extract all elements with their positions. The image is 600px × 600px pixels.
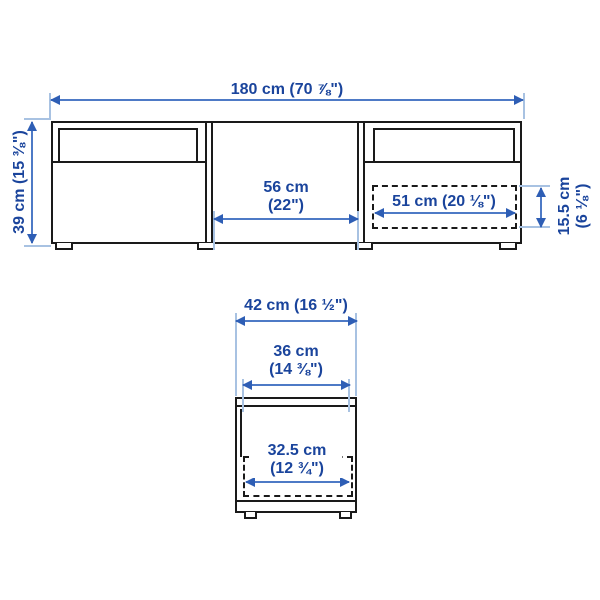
- front-overall-height-text: 39 cm (15 ⅜"): [11, 130, 28, 234]
- front-right-divider-outer: [363, 121, 365, 244]
- arrowhead-right-icon: [341, 380, 351, 390]
- side-foot-1: [244, 512, 257, 519]
- front-overall-height-arrow: [31, 122, 33, 243]
- arrowhead-right-icon: [514, 95, 524, 105]
- side-inner-depth-label-in: (14 ⅜"): [269, 361, 323, 378]
- front-drawer-width-label: 51 cm (20 ⅛"): [392, 193, 496, 210]
- arrowhead-right-icon: [349, 214, 359, 224]
- arrowhead-up-icon: [536, 187, 546, 197]
- front-overall-width-arrow: [51, 99, 523, 101]
- arrowhead-left-icon: [245, 477, 255, 487]
- side-overall-depth-label: 42 cm (16 ½"): [244, 297, 348, 314]
- front-left-divider-outer: [205, 121, 207, 244]
- side-overall-depth-arrow: [236, 320, 357, 322]
- arrowhead-left-icon: [213, 214, 223, 224]
- front-center-width-label-cm: 56 cm: [263, 179, 309, 196]
- front-foot-4: [499, 243, 517, 250]
- side-drawer-depth-arrow: [246, 481, 349, 483]
- arrowhead-left-icon: [50, 95, 60, 105]
- side-bottom-rail-line: [237, 500, 355, 502]
- side-inner-depth-arrow: [243, 384, 350, 386]
- front-foot-1: [55, 243, 73, 250]
- side-top-panel-line: [237, 405, 355, 407]
- side-drawer-depth-label-cm: 32.5 cm: [252, 442, 342, 460]
- arrowhead-down-icon: [536, 218, 546, 228]
- front-center-width-arrow: [214, 218, 358, 220]
- front-drawer-height-arrow: [540, 188, 542, 227]
- front-left-opening: [58, 128, 198, 163]
- arrowhead-right-icon: [348, 316, 358, 326]
- arrowhead-left-icon: [235, 316, 245, 326]
- front-center-width-label-in: (22"): [267, 197, 305, 214]
- front-drawer-height-text-in: (6 ⅛"): [574, 183, 591, 229]
- side-drawer-depth-label-in: (12 ¾"): [252, 460, 342, 478]
- side-foot-2: [339, 512, 352, 519]
- front-overall-height-label: [11, 102, 29, 262]
- front-drawer-height-text-cm: 15.5 cm: [556, 176, 573, 236]
- side-inner-depth-label-cm: 36 cm: [273, 343, 319, 360]
- front-drawer-height-label: [556, 166, 592, 246]
- arrowhead-left-icon: [242, 380, 252, 390]
- front-right-opening: [373, 128, 515, 163]
- arrowhead-right-icon: [340, 477, 350, 487]
- front-overall-width-label: 180 cm (70 ⅞"): [230, 81, 344, 98]
- front-drawer-width-arrow: [375, 212, 515, 214]
- side-inner-panel-line: [240, 409, 242, 457]
